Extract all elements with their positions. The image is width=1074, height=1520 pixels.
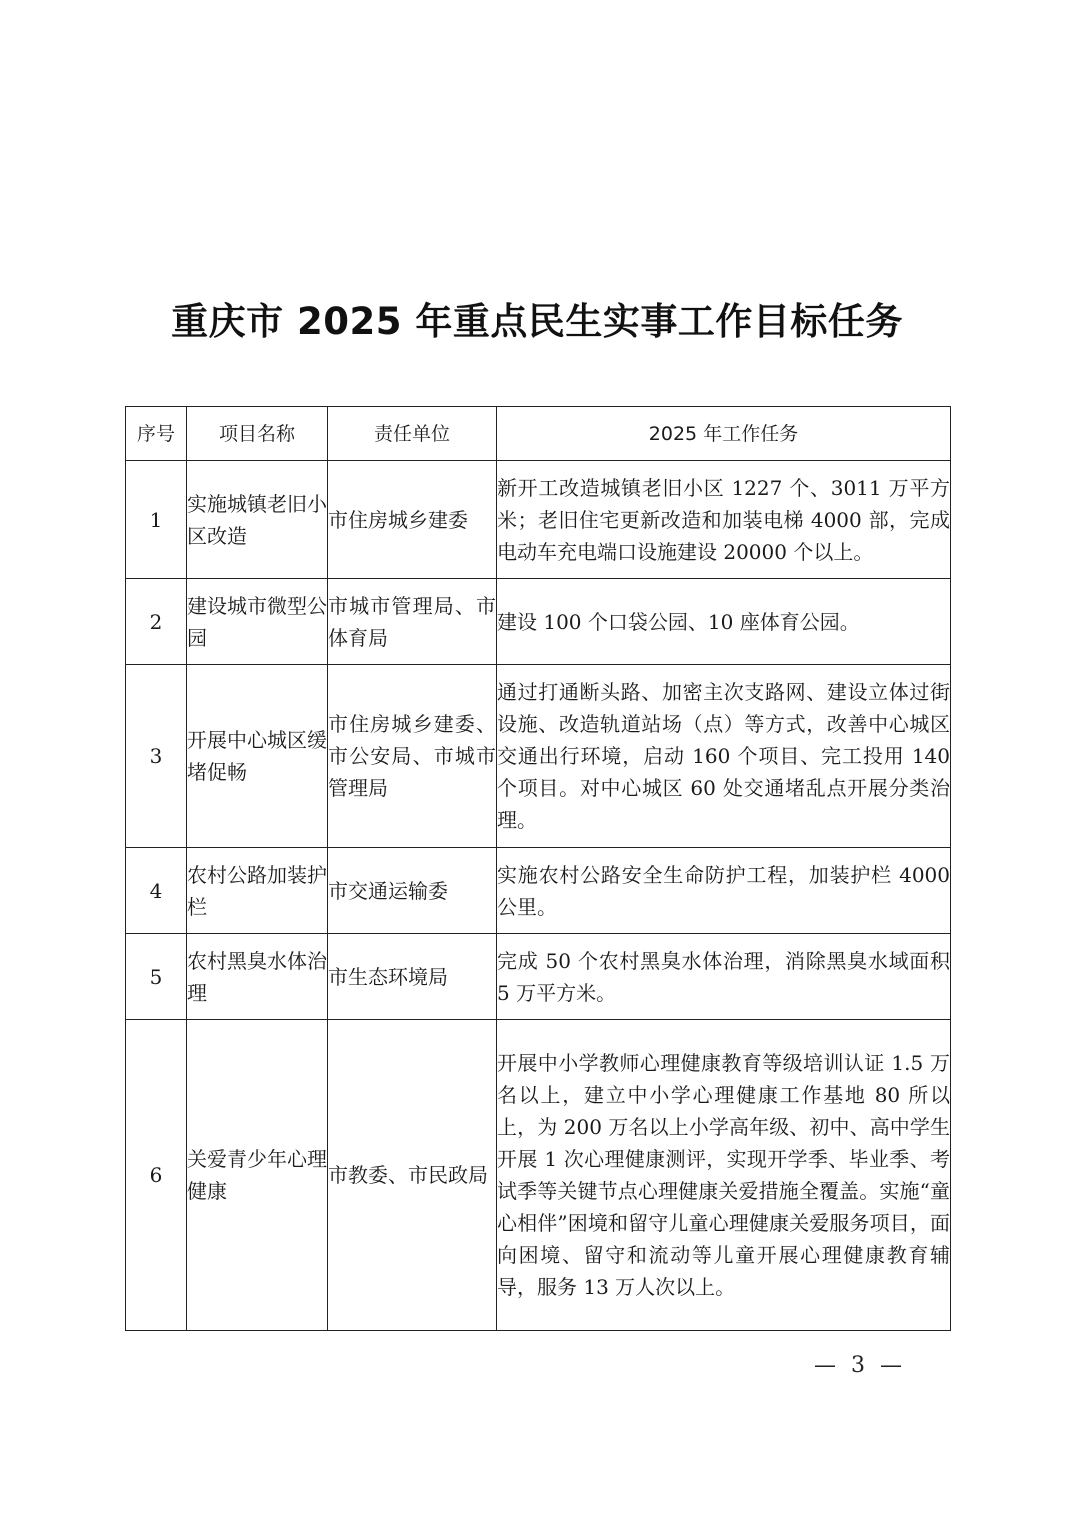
row-task: 新开工改造城镇老旧小区 1227 个、3011 万平方米；老旧住宅更新改造和加装电梯 4000 部，完成电动车充电端口设施建设 20000 个以上。: [497, 461, 951, 579]
row-project: 农村公路加装护栏: [187, 848, 328, 934]
row-seq: 1: [126, 461, 187, 579]
row-task: 开展中小学教师心理健康教育等级培训认证 1.5 万名以上，建立中小学心理健康工作基地 80 所以上，为 200 万名以上小学高年级、初中、高中学生开展 1 次心理健康测评，实现开学季、毕业季、考试季等关键节点心理健康关爱措施全覆盖。实施“童心相伴”困境和留守儿童心理健康关爱服务项目，面向困境、留守和流动等儿童开展心理健康教育辅导，服务 13 万人次以上。: [497, 1020, 951, 1331]
row-seq: 3: [126, 665, 187, 848]
row-seq: 5: [126, 934, 187, 1020]
row-task: 完成 50 个农村黑臭水体治理，消除黑臭水域面积 5 万平方米。: [497, 934, 951, 1020]
row-seq: 2: [126, 579, 187, 665]
row-unit: 市住房城乡建委、市公安局、市城市管理局: [328, 665, 497, 848]
table-header-row: [126, 407, 951, 461]
row-unit: 市住房城乡建委: [328, 461, 497, 579]
row-project: 开展中心城区缓堵促畅: [187, 665, 328, 848]
page-title: 重庆市 2025 年重点民生实事工作目标任务: [171, 300, 903, 343]
row-task: 建设 100 个口袋公园、10 座体育公园。: [497, 579, 951, 665]
row-task: 实施农村公路安全生命防护工程，加装护栏 4000 公里。: [497, 848, 951, 934]
header-task: 2025 年工作任务: [497, 407, 951, 461]
row-project: 关爱青少年心理健康: [187, 1020, 328, 1331]
row-task: 通过打通断头路、加密主次支路网、建设立体过街设施、改造轨道站场（点）等方式，改善中心城区交通出行环境，启动 160 个项目、完工投用 140 个项目。对中心城区 60 处交通堵乱点开展分类治理。: [497, 665, 951, 848]
row-project: 实施城镇老旧小区改造: [187, 461, 328, 579]
table-row: [126, 461, 951, 579]
row-unit: 市教委、市民政局: [328, 1020, 497, 1331]
header-seq: 序号: [126, 407, 187, 461]
table-row: [126, 579, 951, 665]
row-project: 建设城市微型公园: [187, 579, 328, 665]
table-row: [126, 934, 951, 1020]
row-project: 农村黑臭水体治理: [187, 934, 328, 1020]
table-row: [126, 848, 951, 934]
table-row: [126, 665, 951, 848]
header-project: 项目名称: [187, 407, 328, 461]
row-unit: 市城市管理局、市体育局: [328, 579, 497, 665]
row-unit: 市交通运输委: [328, 848, 497, 934]
row-unit: 市生态环境局: [328, 934, 497, 1020]
page-number: — 3 —: [814, 1353, 906, 1378]
row-seq: 6: [126, 1020, 187, 1331]
row-seq: 4: [126, 848, 187, 934]
table-row: [126, 1020, 951, 1331]
tasks-table: [125, 406, 951, 1331]
header-unit: 责任单位: [328, 407, 497, 461]
